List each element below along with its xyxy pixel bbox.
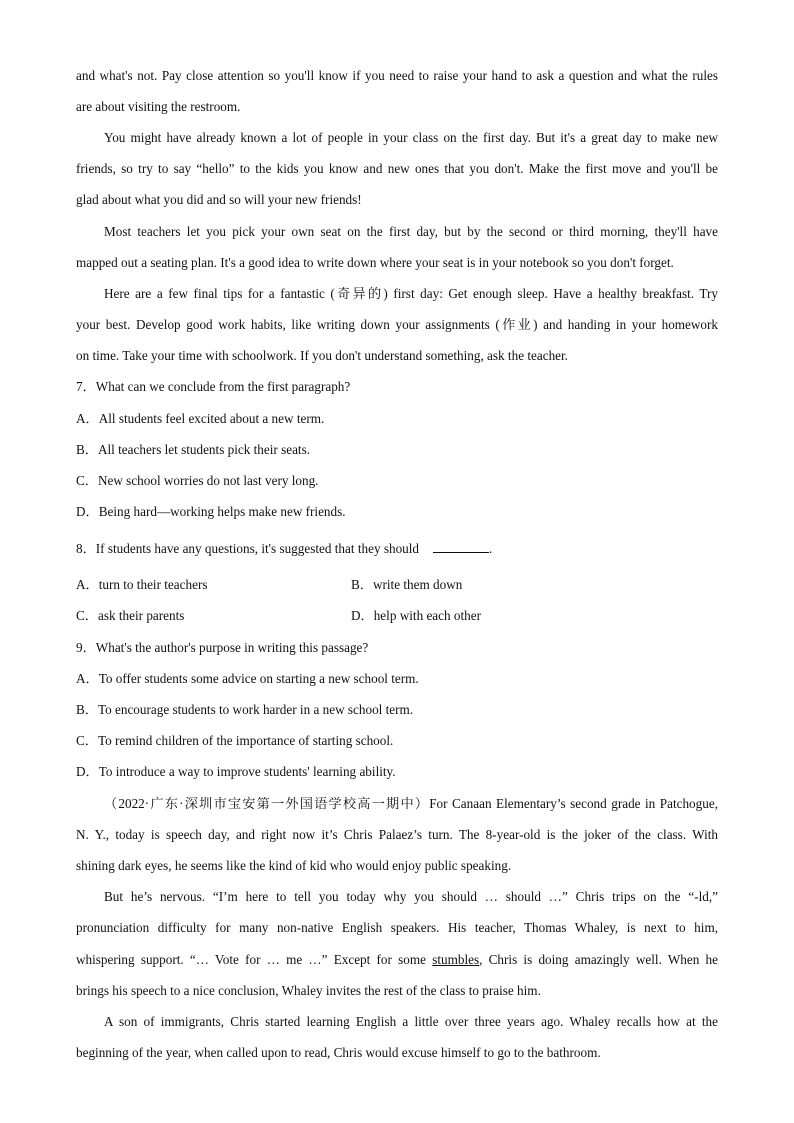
q8-option-d: D．help with each other: [351, 608, 482, 623]
q8-option-b: B．write them down: [351, 577, 463, 592]
question-8-stem: [76, 540, 718, 558]
question-8-end: .: [489, 541, 493, 556]
paragraph-line: are about visiting the restroom.: [76, 99, 241, 114]
paragraph-line: on time. Take your time with schoolwork. If you don't understand something, ask the teacher.: [76, 348, 568, 363]
paragraph-line: shining dark eyes, he seems like the kind of kid who would enjoy public speaking.: [76, 858, 512, 873]
q8-option-a: A．turn to their teachers: [76, 577, 208, 592]
q7-option-b: B．All teachers let students pick their seats.: [76, 442, 311, 457]
q9-option-a: A．To offer students some advice on starting a new school term.: [76, 671, 419, 686]
paragraph-line: and what's not. Pay close attention so you'll know if you need to raise your hand to ask a question and what the rules: [76, 68, 718, 83]
paragraph-line: friends, so try to say “hello” to the kids you know and new ones that you don't. Make the first move and you'll be: [76, 161, 718, 176]
q9-option-c: C．To remind children of the importance of starting school.: [76, 733, 394, 748]
paragraph-line: （2022·广东·深圳市宝安第一外国语学校高一期中）For Canaan Elementary’s second grade in Patchogue,: [104, 796, 718, 811]
answer-blank: [433, 540, 489, 553]
paragraph-line: pronunciation difficulty for many non-native English speakers. His teacher, Thomas Whaley, is next to him,: [76, 920, 718, 935]
paragraph-line: A son of immigrants, Chris started learning English a little over three years ago. Whaley recalls how at the: [104, 1014, 718, 1029]
paragraph-line: mapped out a seating plan. It's a good idea to write down where your seat is in your notebook so you don't forget.: [76, 255, 674, 270]
paragraph-line: N. Y., today is speech day, and right now it’s Chris Palaez’s turn. The 8-year-old is the joker of the class. With: [76, 827, 718, 842]
q9-option-b: B．To encourage students to work harder in a new school term.: [76, 702, 414, 717]
q7-option-c: C．New school worries do not last very long.: [76, 473, 319, 488]
q7-option-d: D．Being hard—working helps make new friends.: [76, 504, 346, 519]
question-7-stem: 7．What can we conclude from the first paragraph?: [76, 379, 351, 394]
paragraph-line: You might have already known a lot of people in your class on the first day. But it's a great day to make new: [104, 130, 718, 145]
question-9-stem: 9．What's the author's purpose in writing this passage?: [76, 640, 369, 655]
paragraph-line: But he’s nervous. “I’m here to tell you today why you should … should …” Chris trips on the “-ld,”: [104, 889, 718, 904]
q8-option-c: C．ask their parents: [76, 608, 185, 623]
q7-option-a: A．All students feel excited about a new term.: [76, 411, 325, 426]
q9-option-d: D．To introduce a way to improve students' learning ability.: [76, 764, 396, 779]
paragraph-line: glad about what you did and so will your new friends!: [76, 192, 362, 207]
paragraph-line: brings his speech to a nice conclusion, Whaley invites the rest of the class to praise him.: [76, 983, 541, 998]
paragraph-line: [76, 951, 718, 969]
paragraph-line: Most teachers let you pick your own seat on the first day, but by the second or third morning, they'll have: [104, 224, 718, 239]
paragraph-line: beginning of the year, when called upon to read, Chris would excuse himself to go to the bathroom.: [76, 1045, 601, 1060]
underlined-word: stumbles: [432, 952, 480, 967]
paragraph-line: your best. Develop good work habits, like writing down your assignments (作业) and handing in your homework: [76, 317, 718, 332]
text-segment: , Chris is doing amazingly well. When he: [479, 952, 719, 967]
question-8-text: 8．If students have any questions, it's suggested that they should: [76, 541, 420, 556]
paragraph-line: Here are a few final tips for a fantastic (奇异的) first day: Get enough sleep. Have a healthy breakfast. Try: [104, 286, 718, 301]
text-segment: whispering support. “… Vote for … me …” Except for some: [76, 952, 426, 967]
